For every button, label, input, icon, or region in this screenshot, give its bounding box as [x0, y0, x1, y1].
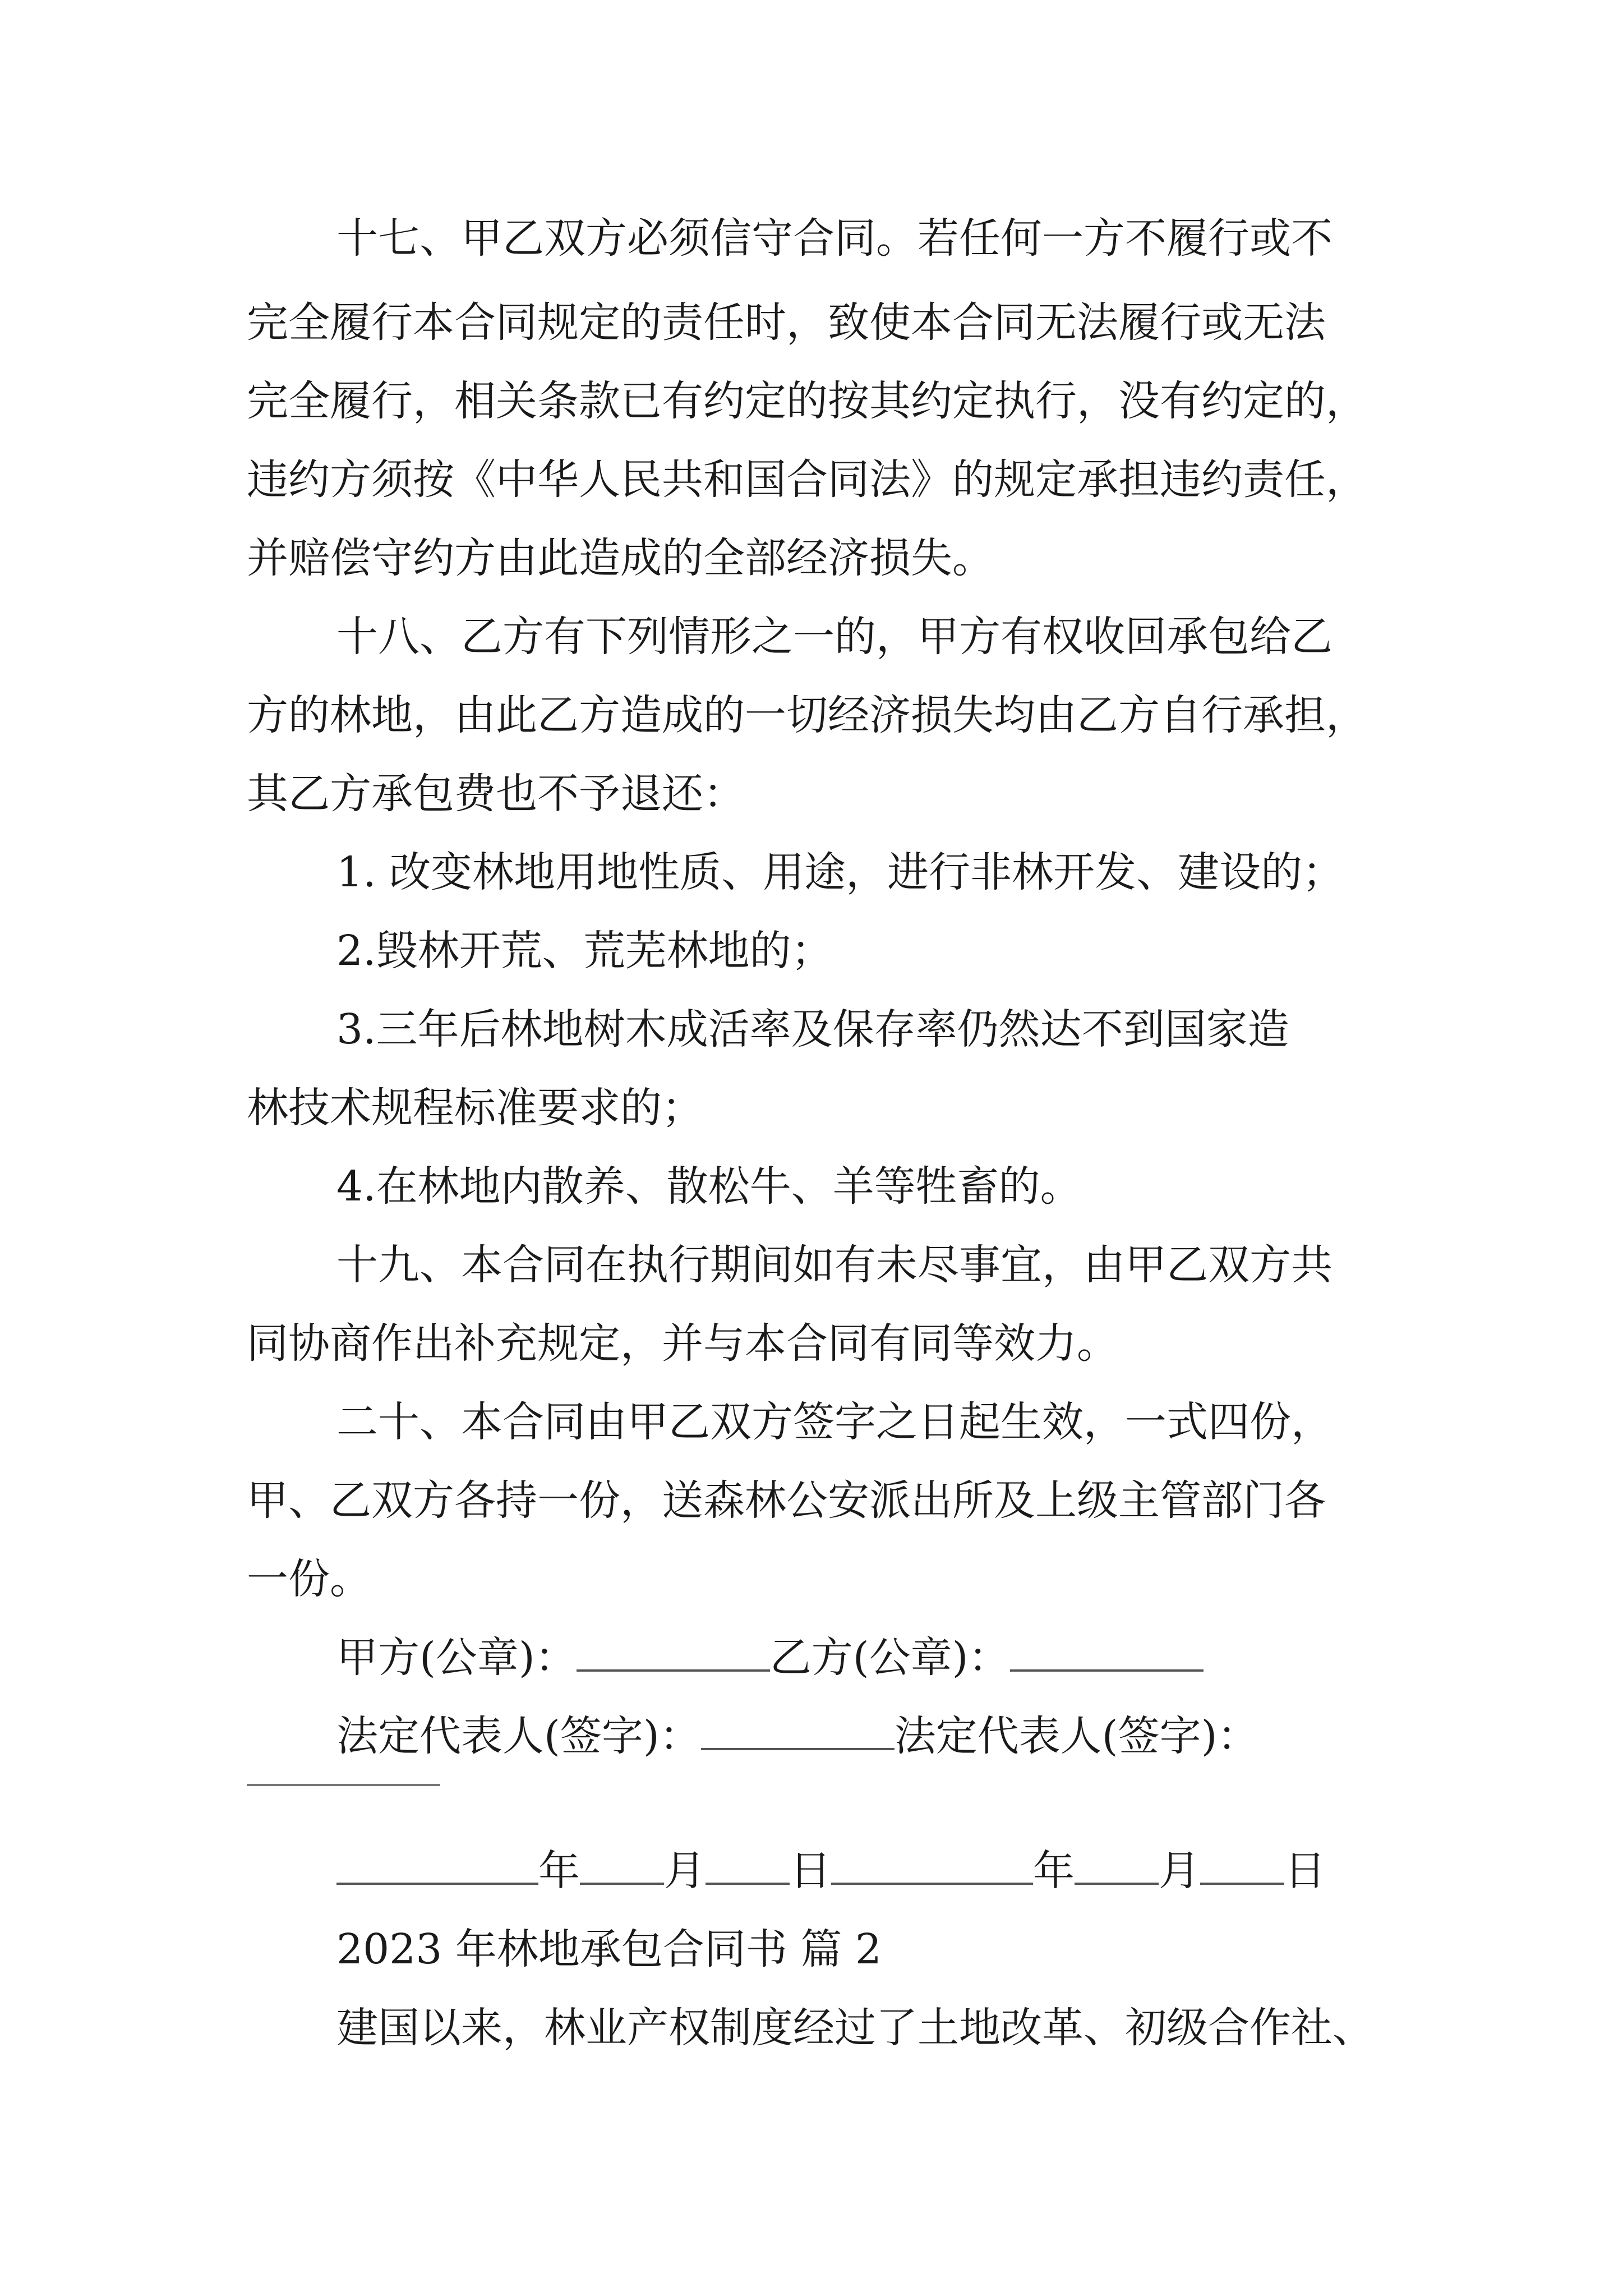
party-a-seal-blank [577, 1630, 770, 1672]
clause-17-line-5: 并赔偿守约方由此造成的全部经济损失。 [247, 534, 994, 582]
date-b-year-blank [831, 1843, 1033, 1885]
date-a-year-label: 年 [538, 1847, 580, 1895]
list-item-3-line-1: 3.三年后林地树木成活率及保存率仍然达不到国家造 [336, 1005, 1289, 1053]
clause-20-line-3: 一份。 [247, 1555, 371, 1603]
rep-a-label: 法定代表人(签字)： [336, 1712, 701, 1760]
clause-19-line-1: 十九、本合同在执行期间如有未尽事宜，由甲乙双方共 [336, 1241, 1332, 1289]
representative-line [336, 1694, 1259, 1778]
clause-18-line-1: 十八、乙方有下列情形之一的，甲方有权收回承包给乙 [336, 613, 1332, 661]
clause-17-line-3: 完全履行，相关条款已有约定的按其约定执行，没有约定的， [247, 377, 1367, 425]
list-item-2: 2.毁林开荒、荒芜林地的； [336, 927, 833, 975]
clause-18-line-3: 其乙方承包费也不予退还： [247, 770, 745, 818]
rep-a-blank [701, 1709, 895, 1750]
date-b-day-blank [1200, 1843, 1284, 1885]
clause-20-line-1: 二十、本合同由甲乙双方签字之日起生效，一式四份， [336, 1398, 1332, 1446]
clause-17-line-2: 完全履行本合同规定的责任时，致使本合同无法履行或无法 [247, 298, 1326, 347]
clause-19-line-2: 同协商作出补充规定，并与本合同有同等效力。 [247, 1319, 1118, 1368]
date-line [336, 1829, 1326, 1913]
seal-line [336, 1616, 1204, 1700]
list-item-4: 4.在林地内散养、散松牛、羊等牲畜的。 [336, 1162, 1082, 1211]
date-b-day-label: 日 [1284, 1847, 1326, 1895]
list-item-3-line-2: 林技术规程标准要求的； [247, 1084, 703, 1132]
rep-b-label: 法定代表人(签字)： [894, 1712, 1259, 1760]
date-a-day-blank [706, 1843, 790, 1885]
party-a-seal-label: 甲方(公章)： [336, 1634, 577, 1682]
clause-20-line-2: 甲、乙双方各持一份，送森林公安派出所及上级主管部门各 [247, 1476, 1326, 1525]
date-b-month-label: 月 [1159, 1847, 1200, 1895]
date-a-month-blank [580, 1843, 664, 1885]
clause-18-line-2: 方的林地，由此乙方造成的一切经济损失均由乙方自行承担， [247, 691, 1367, 739]
date-a-month-label: 月 [664, 1847, 706, 1895]
section-title: 2023 年林地承包合同书 篇 2 [336, 1925, 882, 1973]
clause-17-line-4: 违约方须按《中华人民共和国合同法》的规定承担违约责任， [247, 455, 1367, 504]
clause-17-line-1: 十七、甲乙双方必须信守合同。若任何一方不履行或不 [336, 214, 1332, 263]
date-a-day-label: 日 [790, 1847, 831, 1895]
date-b-month-blank [1075, 1843, 1159, 1885]
date-b-year-label: 年 [1033, 1847, 1075, 1895]
party-b-seal-label: 乙方(公章)： [769, 1634, 1010, 1682]
list-item-1: 1. 改变林地用地性质、用途，进行非林开发、建设的； [336, 848, 1344, 896]
date-a-year-blank [336, 1843, 538, 1885]
rep-b-blank [247, 1784, 440, 1786]
section-first-line: 建国以来，林业产权制度经过了土地改革、初级合作社、 [336, 2004, 1374, 2052]
party-b-seal-blank [1010, 1630, 1204, 1672]
